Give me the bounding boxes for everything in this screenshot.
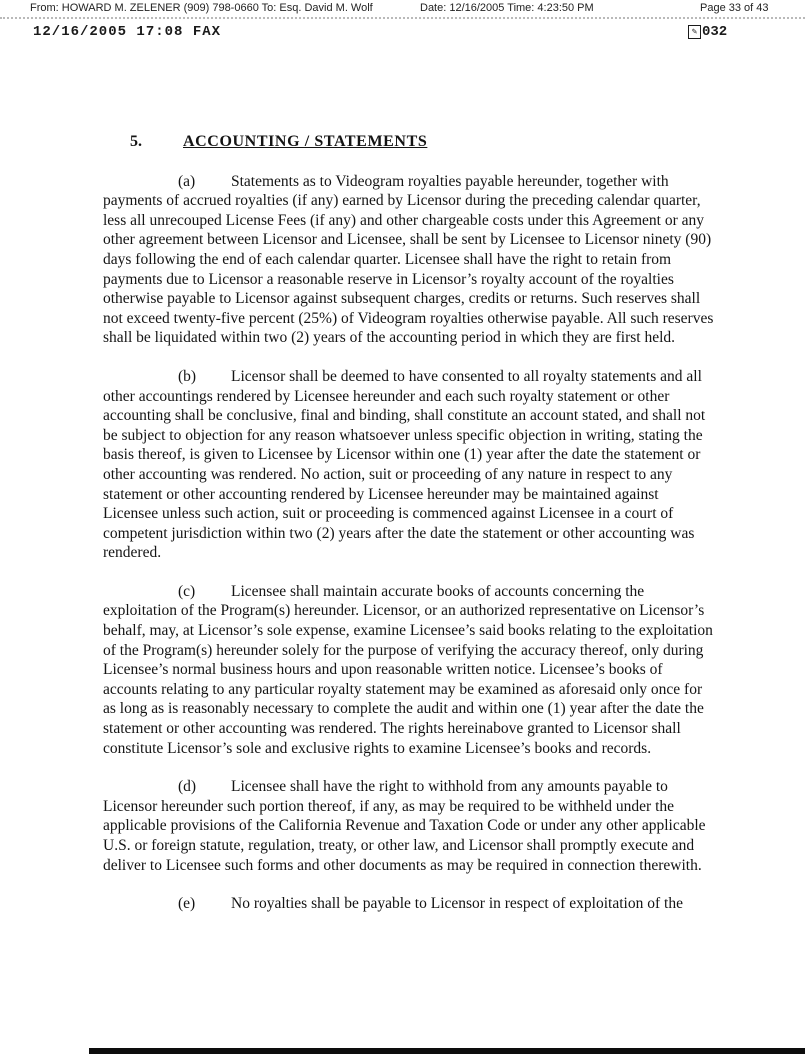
fax-page-number: Page 33 of 43 [700,2,769,14]
paragraph-b-label: (b) [178,367,197,385]
fax-from-line: From: HOWARD M. ZELENER (909) 798-0660 To: Esq. David M. Wolf [30,2,373,14]
fax-stamp-row [0,24,805,42]
paragraph-d [103,777,717,875]
paragraph-d-text: Licensee shall have the right to withhold from any amounts payable to Licensor hereunder such portion thereof, if any, as may be required to be withheld under the applicable provisions of the California Revenue and Taxation Code or under any other applicable U.S. or foreign statute, regulation, treaty, or other law, and Licensor shall promptly execute and deliver to Licensee such forms and other documents as may be required in connection therewith. [103,778,706,874]
paragraph-a [103,172,717,348]
paragraph-b-text: Licensor shall be deemed to have consented to all royalty statements and all other accountings rendered by Licensee hereunder and each such royalty statement or other accounting shall be conclusive, final and binding, shall constitute an account stated, and shall not be subject to objection for any reason whatsoever unless specific objection in writing, stating the basis thereof, is given to Licensee by Licensor within one (1) year after the date the statement or other accounting was rendered. No action, suit or proceeding of any nature in respect to any statement or other accounting rendered by Licensee hereunder may be maintained against Licensee unless such action, suit or proceeding is commenced against Licensee in a court of competent jurisdiction within two (2) years after the date the statement or other accounting was rendered. [103,367,706,562]
paragraph-a-label: (a) [178,172,196,190]
scan-edge-artifact [89,1048,805,1054]
paragraph-d-label: (d) [178,778,197,796]
section-heading [103,132,717,152]
contract-body [103,132,717,933]
paragraph-c-text: Licensee shall maintain accurate books of accounts concerning the exploitation of the Program(s) hereunder. Licensor, or an authorized representative on Licensor’s behalf, may, at Licensor’s sole expense, examine Licensee’s said books relating to the exploitation of the Program(s) hereunder solely for the purpose of verifying the accuracy thereof, only during Licensee’s normal business hours and upon reasonable written notice. Licensee’s books of accounts relating to any particular royalty statement may be examined as aforesaid only once for as long as is reasonably necessary to complete the audit and within one (1) year after the date the statement or other accounting was rendered. The rights hereinabove granted to Licensor shall constitute Licensor’s sole and exclusive rights to examine Licensee’s books and records. [103,582,713,757]
section-title: ACCOUNTING / STATEMENTS [183,133,428,150]
fax-date-line: Date: 12/16/2005 Time: 4:23:50 PM [420,2,594,14]
paragraph-c [103,582,717,758]
section-number: 5. [130,133,142,150]
paragraph-e-label: (e) [178,895,196,913]
fax-header [0,2,805,16]
fax-page-pen-icon: ✎ [688,25,701,39]
fax-timestamp: 12/16/2005 17:08 FAX [33,24,222,40]
paragraph-e-text: No royalties shall be payable to Licensor in respect of exploitation of the [231,895,683,913]
fax-counter-value: 032 [702,24,728,40]
perforation-divider [0,17,805,19]
paragraph-c-label: (c) [178,582,196,600]
paragraph-a-text: Statements as to Videogram royalties payable hereunder, together with payments of accrued royalties (if any) earned by Licensor during the preceding calendar quarter, less all unrecouped License Fees (if any) and other chargeable costs under this Agreement or any other agreement between Licensor and Licensee, shall be sent by Licensee to Licensor ninety (90) days following the end of each calendar quarter. Licensee shall have the right to retain from payments due to Licensor a reasonable reserve in Licensor’s royalty account of the royalties otherwise payable to Licensor against subsequent charges, credits or returns. Such reserves shall not exceed twenty-five percent (25%) of Videogram royalties otherwise payable. All such reserves shall be liquidated within two (2) years of the accounting period in which they are first held. [103,172,714,347]
paragraph-b [103,367,717,563]
paragraph-e [103,894,717,914]
fax-counter [688,24,727,40]
